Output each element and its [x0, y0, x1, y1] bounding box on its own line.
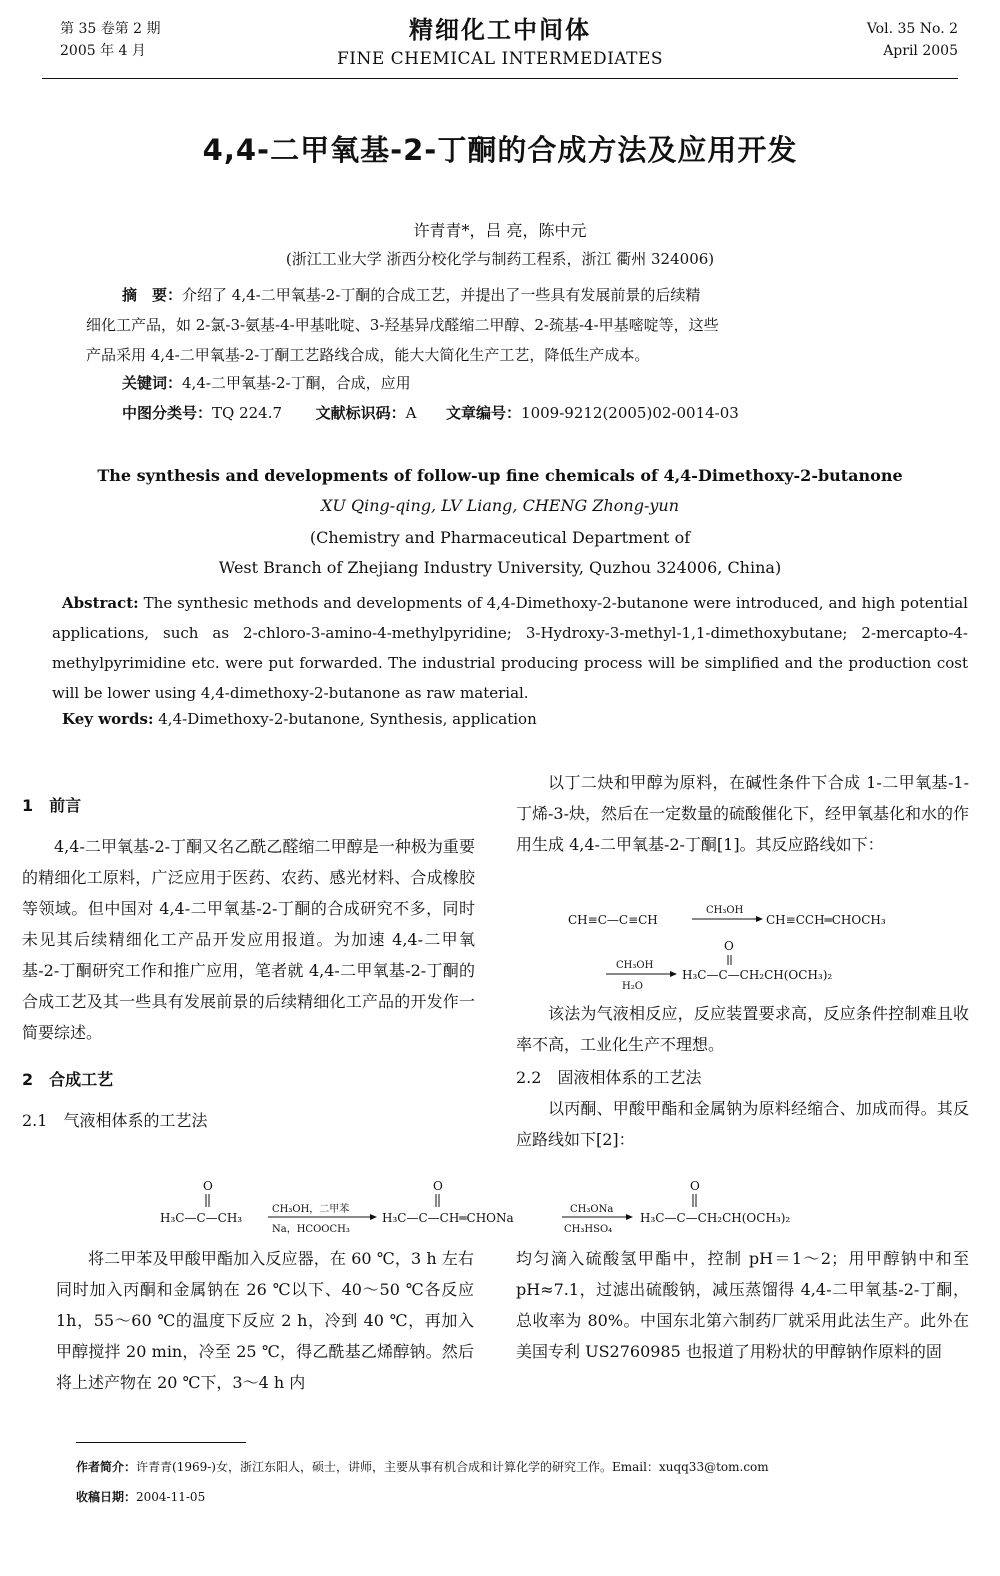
english-abstract-text: The synthesic methods and developments of 4,4-Dimethoxy-2-butanone were introduced, and high potential applications, such as 2-chloro-3-amino-4-methylpyridine; 3-Hydroxy-3-methyl-1,1-dimethoxybutane; 2-mercapto-4-methylpyrimidine etc. were put forwarded. The industrial producing process will be simplified and the production cost will be lower using 4,4-dimethoxy-2-butanone as raw material.	[52, 594, 968, 702]
scheme1-arrowhead	[756, 916, 763, 922]
volume-cn: 第 35 卷第 2 期	[60, 21, 161, 37]
authors: 许青青*，吕 亮，陈中元	[413, 221, 587, 240]
english-affiliation-2: West Branch of Zhejiang Industry University, Quzhou 324006, China)	[218, 558, 782, 577]
doc-code-value: A	[405, 404, 417, 422]
english-authors: XU Qing-qing, LV Liang, CHENG Zhong-yun	[321, 496, 679, 515]
clc-value: TQ 224.7	[212, 404, 283, 422]
scheme2-arrowhead2	[626, 1214, 633, 1220]
paragraph: 将二甲苯及甲酸甲酯加入反应器，在 60 ℃，3 h 左右同时加入丙酮和金属钠在 26 ℃以下、40～50 ℃各反应 1h，55～60 ℃的温度下反应 2 h，冷到 40 ℃，再加入甲醇搅拌 20 min，冷至 25 ℃，得乙酰基乙烯醇钠。然后将上述产物在 20 ℃下，3～4 h 内	[56, 1249, 474, 1392]
scheme2-oxygen: O	[433, 1179, 443, 1193]
abstract-line: 介绍了 4,4-二甲氧基-2-丁酮的合成工艺，并提出了一些具有发展前景的后续精	[182, 286, 701, 304]
journal-issue-en	[867, 18, 958, 62]
footnote-rule	[76, 1442, 246, 1443]
affiliation: (浙江工业大学 浙西分校化学与制药工程系，浙江 衢州 324006)	[285, 250, 715, 268]
received-date-value: 2004-11-05	[136, 1490, 206, 1504]
english-keywords-text: 4,4-Dimethoxy-2-butanone, Synthesis, application	[158, 710, 537, 728]
scheme2-oxygen: O	[203, 1179, 213, 1193]
author-bio	[76, 1458, 769, 1475]
section-heading-2: 2 合成工艺	[22, 1070, 114, 1089]
english-abstract	[52, 588, 968, 708]
scheme2-reagent1-bottom: Na，HCOOCH₃	[272, 1224, 350, 1235]
scheme1-product: H₃C—C—CH₂CH(OCH₃)₂	[682, 968, 833, 982]
reaction-scheme-1	[520, 893, 970, 995]
abstract-label: 摘 要：	[122, 286, 183, 304]
date-cn: 2005 年 4 月	[60, 43, 146, 59]
scheme1-intermediate: CH≡CCH═CHOCH₃	[766, 913, 886, 927]
abstract-cn	[86, 280, 946, 370]
abstract-line: 产品采用 4,4-二甲氧基-2-丁酮工艺路线合成，能大大简化生产工艺，降低生产成本。	[86, 346, 650, 364]
section-heading-1: 1 前言	[22, 796, 82, 815]
scheme2-oxygen: O	[690, 1179, 700, 1193]
scheme1-reagent2-bottom: H₂O	[622, 981, 643, 992]
scheme1-reagent: CH₃OH	[706, 905, 744, 916]
scheme1-arrowhead2	[670, 971, 677, 977]
scheme2-reagent2-top: CH₃ONa	[570, 1204, 614, 1215]
paragraph: 该法为气液相反应，反应装置要求高，反应条件控制难且收率不高，工业化生产不理想。	[516, 1004, 969, 1054]
classification-line	[122, 402, 739, 423]
keywords-label: 关键词：	[122, 374, 183, 392]
received-date	[76, 1488, 205, 1505]
received-date-label: 收稿日期：	[76, 1490, 137, 1504]
author-bio-text: 许青青(1969-)女，浙江东阳人，硕士，讲师，主要从事有机合成和计算化学的研究工作。Email：xuqq33@tom.com	[136, 1460, 769, 1474]
english-title: The synthesis and developments of follow-up fine chemicals of 4,4-Dimethoxy-2-butanone	[97, 466, 903, 485]
paragraph: 以丁二炔和甲醇为原料，在碱性条件下合成 1-二甲氧基-1-丁烯-3-炔，然后在一定数量的硫酸催化下，经甲氧基化和水的作用生成 4,4-二甲氧基-2-丁酮[1]。其反应路线如下：	[516, 773, 969, 854]
reaction-scheme-2	[150, 1176, 850, 1240]
scheme2-product: H₃C—C—CH₂CH(OCH₃)₂	[640, 1211, 791, 1225]
journal-name	[0, 10, 1000, 69]
left-column	[22, 790, 475, 1136]
paragraph: 4,4-二甲氧基-2-丁酮又名乙酰乙醛缩二甲醇是一种极为重要的精细化工原料，广泛应用于医药、农药、感光材料、合成橡胶等领域。但中国对 4,4-二甲氧基-2-丁酮的合成研究不多，同时未见其后续精细化工产品开发应用报道。为加速 4,4-二甲氧基-2-丁酮研究工作和推广应用，笔者就 4,4-二甲氧基-2-丁酮的合成工艺及其一些具有发展前景的后续精细化工产品的开发作一简要综述。	[22, 837, 475, 1042]
keywords-cn	[122, 372, 411, 393]
scheme2-reagent2-bottom: CH₃HSO₄	[564, 1224, 613, 1235]
date-en: April 2005	[883, 43, 958, 59]
volume-en: Vol. 35 No. 2	[866, 21, 958, 37]
scheme2-intermediate: H₃C—C—CH═CHONa	[382, 1211, 514, 1225]
paper-title: 4,4-二甲氧基-2-丁酮的合成方法及应用开发	[202, 133, 798, 167]
paragraph: 均匀滴入硫酸氢甲酯中，控制 pH＝1～2；用甲醇钠中和至 pH≈7.1，过滤出硫酸钠，减压蒸馏得 4,4-二甲氧基-2-丁酮，总收率为 80%。中国东北第六制药厂就采用此法生产。此外在美国专利 US2760985 也报道了用粉状的甲醇钠作原料的固	[516, 1249, 969, 1361]
english-abstract-label: Abstract:	[62, 594, 139, 612]
scheme2-reagent1-top: CH₃OH，二甲苯	[272, 1204, 350, 1215]
right-column	[516, 767, 969, 860]
right-column-continued	[516, 998, 969, 1155]
english-keywords	[62, 710, 537, 728]
paragraph: 以丙酮、甲酸甲酯和金属钠为原料经缩合、加成而得。其反应路线如下[2]：	[516, 1099, 969, 1149]
article-no-value: 1009-9212(2005)02-0014-03	[521, 404, 739, 422]
left-column-bottom	[56, 1243, 474, 1398]
scheme2-arrowhead1	[370, 1214, 377, 1220]
abstract-line: 细化工产品，如 2-氯-3-氨基-4-甲基吡啶、3-羟基异戊醛缩二甲醇、2-巯基-4-甲基嘧啶等，这些	[86, 316, 719, 334]
author-bio-label: 作者简介：	[76, 1460, 137, 1474]
scheme2-reactant: H₃C—C—CH₃	[160, 1211, 243, 1225]
doc-code-label: 文献标识码：	[315, 404, 406, 422]
scheme1-reactant: CH≡C—C≡CH	[568, 913, 658, 927]
scheme1-reagent2-top: CH₃OH	[616, 960, 654, 971]
english-affiliation-1: (Chemistry and Pharmaceutical Department of	[309, 528, 691, 547]
right-column-bottom	[516, 1243, 969, 1367]
subsection-heading-2-2: 2.2 固液相体系的工艺法	[516, 1068, 702, 1087]
clc-label: 中图分类号：	[122, 404, 213, 422]
header-rule	[42, 78, 958, 79]
keywords-text: 4,4-二甲氧基-2-丁酮，合成，应用	[182, 374, 411, 392]
scheme1-oxygen: O	[724, 939, 734, 953]
subsection-heading-2-1: 2.1 气液相体系的工艺法	[22, 1111, 208, 1130]
english-keywords-label: Key words:	[62, 710, 154, 728]
journal-name-cn: 精细化工中间体	[409, 16, 591, 44]
journal-name-en: FINE CHEMICAL INTERMEDIATES	[336, 49, 664, 69]
article-no-label: 文章编号：	[446, 404, 522, 422]
